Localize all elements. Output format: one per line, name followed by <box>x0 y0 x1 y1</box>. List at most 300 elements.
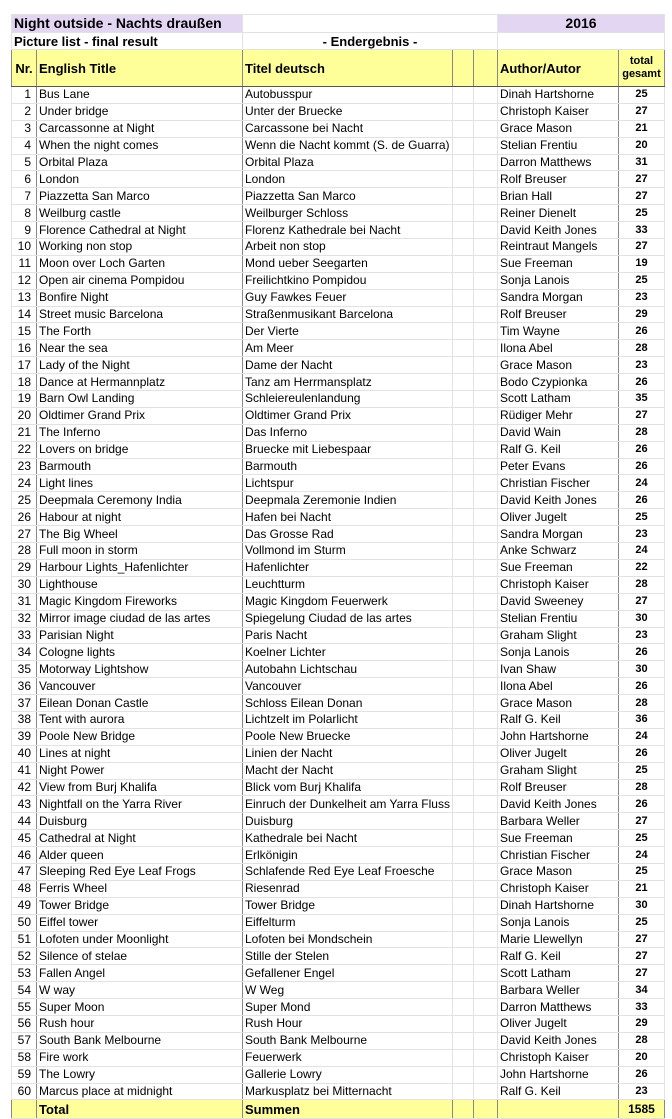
cell-empty[interactable] <box>452 255 473 272</box>
footer-empty[interactable] <box>12 1100 37 1119</box>
cell-german-title[interactable]: Schleiereulenlandung <box>243 391 453 408</box>
cell-total[interactable]: 25 <box>618 830 664 847</box>
cell-total[interactable]: 29 <box>618 306 664 323</box>
cell-english-title[interactable]: Open air cinema Pompidou <box>37 272 243 289</box>
cell-empty[interactable] <box>473 407 497 424</box>
cell-author[interactable]: Sonja Lanois <box>497 272 618 289</box>
cell-english-title[interactable]: The Forth <box>37 323 243 340</box>
cell-author[interactable]: Brian Hall <box>497 188 618 205</box>
header-author[interactable]: Author/Autor <box>497 50 618 87</box>
cell-total[interactable]: 25 <box>618 205 664 222</box>
cell-german-title[interactable]: Paris Nacht <box>243 627 453 644</box>
cell-empty[interactable] <box>473 728 497 745</box>
cell-total[interactable]: 28 <box>618 424 664 441</box>
cell-empty[interactable] <box>473 982 497 999</box>
cell-english-title[interactable]: Full moon in storm <box>37 543 243 560</box>
cell-nr[interactable]: 33 <box>12 627 37 644</box>
cell-german-title[interactable]: Magic Kingdom Feuerwerk <box>243 593 453 610</box>
cell-german-title[interactable]: Duisburg <box>243 813 453 830</box>
cell-english-title[interactable]: Lady of the Night <box>37 357 243 374</box>
cell-empty[interactable] <box>452 407 473 424</box>
cell-total[interactable]: 27 <box>618 931 664 948</box>
cell-empty[interactable] <box>473 847 497 864</box>
cell-total[interactable]: 21 <box>618 880 664 897</box>
cell-english-title[interactable]: Bus Lane <box>37 87 243 104</box>
cell-empty[interactable] <box>452 678 473 695</box>
cell-nr[interactable]: 4 <box>12 137 37 154</box>
cell-empty[interactable] <box>452 475 473 492</box>
cell-total[interactable]: 23 <box>618 1083 664 1100</box>
cell-german-title[interactable]: Der Vierte <box>243 323 453 340</box>
header-empty-1[interactable] <box>452 50 473 87</box>
cell-german-title[interactable]: Vollmond im Sturm <box>243 543 453 560</box>
cell-english-title[interactable]: Tent with aurora <box>37 711 243 728</box>
cell-total[interactable]: 27 <box>618 813 664 830</box>
cell-author[interactable]: Sonja Lanois <box>497 644 618 661</box>
cell-empty[interactable] <box>473 863 497 880</box>
cell-nr[interactable]: 57 <box>12 1032 37 1049</box>
cell-total[interactable]: 25 <box>618 762 664 779</box>
cell-german-title[interactable]: Orbital Plaza <box>243 154 453 171</box>
cell-author[interactable]: Christoph Kaiser <box>497 576 618 593</box>
cell-empty[interactable] <box>452 137 473 154</box>
subtitle[interactable]: Picture list - final result <box>12 33 243 50</box>
cell-empty[interactable] <box>473 475 497 492</box>
cell-empty[interactable] <box>473 813 497 830</box>
cell-empty[interactable] <box>452 222 473 239</box>
cell-german-title[interactable]: W Weg <box>243 982 453 999</box>
cell-nr[interactable]: 52 <box>12 948 37 965</box>
cell-empty[interactable] <box>452 306 473 323</box>
cell-total[interactable]: 20 <box>618 1049 664 1066</box>
cell-author[interactable]: Christoph Kaiser <box>497 1049 618 1066</box>
empty-cell[interactable] <box>497 33 664 50</box>
cell-empty[interactable] <box>473 1083 497 1100</box>
cell-nr[interactable]: 13 <box>12 289 37 306</box>
cell-total[interactable]: 26 <box>618 796 664 813</box>
cell-empty[interactable] <box>473 289 497 306</box>
header-english-title[interactable]: English Title <box>37 50 243 87</box>
cell-german-title[interactable]: Einruch der Dunkelheit am Yarra Fluss <box>243 796 453 813</box>
cell-german-title[interactable]: Dame der Nacht <box>243 357 453 374</box>
cell-nr[interactable]: 34 <box>12 644 37 661</box>
cell-english-title[interactable]: Parisian Night <box>37 627 243 644</box>
cell-empty[interactable] <box>473 458 497 475</box>
cell-german-title[interactable]: Straßenmusikant Barcelona <box>243 306 453 323</box>
cell-german-title[interactable]: Piazzetta San Marco <box>243 188 453 205</box>
cell-english-title[interactable]: Magic Kingdom Fireworks <box>37 593 243 610</box>
empty-cell[interactable] <box>243 15 498 33</box>
cell-empty[interactable] <box>473 205 497 222</box>
cell-empty[interactable] <box>473 171 497 188</box>
cell-german-title[interactable]: Guy Fawkes Feuer <box>243 289 453 306</box>
cell-empty[interactable] <box>473 1049 497 1066</box>
cell-nr[interactable]: 35 <box>12 661 37 678</box>
cell-empty[interactable] <box>473 137 497 154</box>
cell-empty[interactable] <box>473 509 497 526</box>
cell-empty[interactable] <box>452 965 473 982</box>
cell-nr[interactable]: 5 <box>12 154 37 171</box>
cell-empty[interactable] <box>452 357 473 374</box>
cell-empty[interactable] <box>473 830 497 847</box>
cell-english-title[interactable]: Cathedral at Night <box>37 830 243 847</box>
cell-empty[interactable] <box>452 948 473 965</box>
cell-english-title[interactable]: Motorway Lightshow <box>37 661 243 678</box>
cell-nr[interactable]: 43 <box>12 796 37 813</box>
cell-total[interactable]: 19 <box>618 255 664 272</box>
cell-nr[interactable]: 40 <box>12 745 37 762</box>
cell-total[interactable]: 26 <box>618 441 664 458</box>
cell-nr[interactable]: 32 <box>12 610 37 627</box>
cell-total[interactable]: 27 <box>618 407 664 424</box>
cell-empty[interactable] <box>452 323 473 340</box>
cell-empty[interactable] <box>452 492 473 509</box>
cell-empty[interactable] <box>473 526 497 543</box>
cell-german-title[interactable]: Linien der Nacht <box>243 745 453 762</box>
cell-empty[interactable] <box>452 661 473 678</box>
cell-german-title[interactable]: Gefallener Engel <box>243 965 453 982</box>
cell-german-title[interactable]: Hafen bei Nacht <box>243 509 453 526</box>
cell-empty[interactable] <box>473 678 497 695</box>
cell-empty[interactable] <box>452 880 473 897</box>
subtitle-german[interactable]: - Endergebnis - <box>243 33 498 50</box>
cell-nr[interactable]: 55 <box>12 999 37 1016</box>
cell-nr[interactable]: 36 <box>12 678 37 695</box>
cell-english-title[interactable]: Nightfall on the Yarra River <box>37 796 243 813</box>
cell-empty[interactable] <box>452 1015 473 1032</box>
cell-english-title[interactable]: Lovers on bridge <box>37 441 243 458</box>
cell-author[interactable]: Scott Latham <box>497 965 618 982</box>
cell-nr[interactable]: 38 <box>12 711 37 728</box>
cell-english-title[interactable]: Moon over Loch Garten <box>37 255 243 272</box>
cell-empty[interactable] <box>473 559 497 576</box>
cell-total[interactable]: 31 <box>618 154 664 171</box>
cell-empty[interactable] <box>473 610 497 627</box>
cell-author[interactable]: Sue Freeman <box>497 255 618 272</box>
cell-german-title[interactable]: Super Mond <box>243 999 453 1016</box>
cell-empty[interactable] <box>473 188 497 205</box>
cell-german-title[interactable]: Freilichtkino Pompidou <box>243 272 453 289</box>
cell-english-title[interactable]: The Big Wheel <box>37 526 243 543</box>
cell-author[interactable]: John Hartshorne <box>497 728 618 745</box>
cell-german-title[interactable]: Tanz am Herrmansplatz <box>243 374 453 391</box>
cell-empty[interactable] <box>473 323 497 340</box>
cell-empty[interactable] <box>473 661 497 678</box>
cell-nr[interactable]: 41 <box>12 762 37 779</box>
cell-empty[interactable] <box>452 289 473 306</box>
cell-empty[interactable] <box>452 1083 473 1100</box>
cell-empty[interactable] <box>452 627 473 644</box>
cell-english-title[interactable]: Under bridge <box>37 103 243 120</box>
cell-empty[interactable] <box>452 847 473 864</box>
cell-empty[interactable] <box>452 863 473 880</box>
footer-empty[interactable] <box>473 1100 497 1119</box>
cell-english-title[interactable]: When the night comes <box>37 137 243 154</box>
cell-total[interactable]: 26 <box>618 458 664 475</box>
cell-total[interactable]: 20 <box>618 137 664 154</box>
cell-author[interactable]: Christoph Kaiser <box>497 103 618 120</box>
cell-german-title[interactable]: Oldtimer Grand Prix <box>243 407 453 424</box>
cell-empty[interactable] <box>452 1032 473 1049</box>
cell-nr[interactable]: 23 <box>12 458 37 475</box>
cell-english-title[interactable]: Duisburg <box>37 813 243 830</box>
cell-german-title[interactable]: Das Inferno <box>243 424 453 441</box>
cell-german-title[interactable]: Autobusspur <box>243 87 453 104</box>
cell-german-title[interactable]: Lichtzelt im Polarlicht <box>243 711 453 728</box>
cell-empty[interactable] <box>473 762 497 779</box>
cell-nr[interactable]: 59 <box>12 1066 37 1083</box>
cell-author[interactable]: Oliver Jugelt <box>497 745 618 762</box>
cell-empty[interactable] <box>473 424 497 441</box>
cell-empty[interactable] <box>452 509 473 526</box>
cell-english-title[interactable]: Piazzetta San Marco <box>37 188 243 205</box>
cell-german-title[interactable]: Schloss Eilean Donan <box>243 695 453 712</box>
cell-nr[interactable]: 6 <box>12 171 37 188</box>
cell-german-title[interactable]: Unter der Bruecke <box>243 103 453 120</box>
cell-empty[interactable] <box>473 1015 497 1032</box>
cell-author[interactable]: Bodo Czypionka <box>497 374 618 391</box>
cell-empty[interactable] <box>473 576 497 593</box>
cell-author[interactable]: Rolf Breuser <box>497 306 618 323</box>
cell-nr[interactable]: 10 <box>12 239 37 256</box>
cell-empty[interactable] <box>452 728 473 745</box>
cell-total[interactable]: 26 <box>618 1066 664 1083</box>
cell-nr[interactable]: 39 <box>12 728 37 745</box>
cell-nr[interactable]: 16 <box>12 340 37 357</box>
cell-nr[interactable]: 3 <box>12 120 37 137</box>
footer-empty[interactable] <box>497 1100 618 1119</box>
cell-empty[interactable] <box>452 441 473 458</box>
header-total[interactable] <box>618 50 664 87</box>
cell-author[interactable]: Barbara Weller <box>497 813 618 830</box>
cell-empty[interactable] <box>452 272 473 289</box>
cell-empty[interactable] <box>473 87 497 104</box>
cell-empty[interactable] <box>452 914 473 931</box>
cell-empty[interactable] <box>473 543 497 560</box>
cell-english-title[interactable]: Super Moon <box>37 999 243 1016</box>
cell-nr[interactable]: 60 <box>12 1083 37 1100</box>
cell-english-title[interactable]: W way <box>37 982 243 999</box>
cell-empty[interactable] <box>473 120 497 137</box>
cell-author[interactable]: Grace Mason <box>497 695 618 712</box>
cell-author[interactable]: Rolf Breuser <box>497 171 618 188</box>
cell-total[interactable]: 27 <box>618 593 664 610</box>
cell-german-title[interactable]: Riesenrad <box>243 880 453 897</box>
footer-summen-label[interactable]: Summen <box>243 1100 453 1119</box>
cell-total[interactable]: 21 <box>618 120 664 137</box>
cell-nr[interactable]: 11 <box>12 255 37 272</box>
cell-empty[interactable] <box>452 1066 473 1083</box>
cell-english-title[interactable]: Sleeping Red Eye Leaf Frogs <box>37 863 243 880</box>
cell-english-title[interactable]: Silence of stelae <box>37 948 243 965</box>
cell-total[interactable]: 26 <box>618 323 664 340</box>
cell-english-title[interactable]: Rush hour <box>37 1015 243 1032</box>
footer-empty[interactable] <box>452 1100 473 1119</box>
header-german-title[interactable]: Titel deutsch <box>243 50 453 87</box>
cell-empty[interactable] <box>473 779 497 796</box>
cell-english-title[interactable]: Habour at night <box>37 509 243 526</box>
cell-empty[interactable] <box>473 255 497 272</box>
cell-nr[interactable]: 42 <box>12 779 37 796</box>
cell-english-title[interactable]: Lighthouse <box>37 576 243 593</box>
cell-author[interactable]: Ralf G. Keil <box>497 1083 618 1100</box>
cell-english-title[interactable]: Fallen Angel <box>37 965 243 982</box>
cell-total[interactable]: 23 <box>618 526 664 543</box>
cell-author[interactable]: David Keith Jones <box>497 796 618 813</box>
cell-nr[interactable]: 56 <box>12 1015 37 1032</box>
cell-nr[interactable]: 20 <box>12 407 37 424</box>
cell-german-title[interactable]: Lichtspur <box>243 475 453 492</box>
cell-english-title[interactable]: Working non stop <box>37 239 243 256</box>
cell-total[interactable]: 27 <box>618 103 664 120</box>
cell-author[interactable]: Ivan Shaw <box>497 661 618 678</box>
cell-empty[interactable] <box>452 813 473 830</box>
cell-english-title[interactable]: Tower Bridge <box>37 897 243 914</box>
cell-author[interactable]: Sonja Lanois <box>497 914 618 931</box>
cell-author[interactable]: Scott Latham <box>497 391 618 408</box>
cell-english-title[interactable]: Eiffel tower <box>37 914 243 931</box>
cell-empty[interactable] <box>452 171 473 188</box>
cell-nr[interactable]: 25 <box>12 492 37 509</box>
cell-german-title[interactable]: Rush Hour <box>243 1015 453 1032</box>
cell-author[interactable]: David Sweeney <box>497 593 618 610</box>
cell-nr[interactable]: 47 <box>12 863 37 880</box>
cell-nr[interactable]: 9 <box>12 222 37 239</box>
cell-nr[interactable]: 48 <box>12 880 37 897</box>
cell-empty[interactable] <box>473 931 497 948</box>
cell-german-title[interactable]: Blick vom Burj Khalifa <box>243 779 453 796</box>
cell-english-title[interactable]: Bonfire Night <box>37 289 243 306</box>
cell-total[interactable]: 23 <box>618 627 664 644</box>
cell-nr[interactable]: 21 <box>12 424 37 441</box>
cell-empty[interactable] <box>452 796 473 813</box>
cell-author[interactable]: Darron Matthews <box>497 154 618 171</box>
cell-author[interactable]: Barbara Weller <box>497 982 618 999</box>
cell-author[interactable]: Ilona Abel <box>497 340 618 357</box>
cell-empty[interactable] <box>473 357 497 374</box>
cell-german-title[interactable]: Vancouver <box>243 678 453 695</box>
cell-english-title[interactable]: Ferris Wheel <box>37 880 243 897</box>
cell-total[interactable]: 28 <box>618 695 664 712</box>
cell-author[interactable]: Sue Freeman <box>497 559 618 576</box>
cell-empty[interactable] <box>473 914 497 931</box>
cell-german-title[interactable]: Carcassone bei Nacht <box>243 120 453 137</box>
cell-author[interactable]: David Keith Jones <box>497 1032 618 1049</box>
cell-empty[interactable] <box>452 897 473 914</box>
cell-empty[interactable] <box>452 711 473 728</box>
cell-empty[interactable] <box>452 762 473 779</box>
cell-german-title[interactable]: Spiegelung Ciudad de las artes <box>243 610 453 627</box>
cell-empty[interactable] <box>473 1032 497 1049</box>
cell-empty[interactable] <box>473 711 497 728</box>
cell-author[interactable]: Tim Wayne <box>497 323 618 340</box>
cell-german-title[interactable]: Eiffelturm <box>243 914 453 931</box>
cell-nr[interactable]: 8 <box>12 205 37 222</box>
cell-total[interactable]: 28 <box>618 340 664 357</box>
cell-empty[interactable] <box>473 154 497 171</box>
cell-german-title[interactable]: Erlkönigin <box>243 847 453 864</box>
cell-total[interactable]: 28 <box>618 779 664 796</box>
cell-empty[interactable] <box>452 458 473 475</box>
cell-author[interactable]: Rüdiger Mehr <box>497 407 618 424</box>
cell-author[interactable]: Ralf G. Keil <box>497 441 618 458</box>
cell-author[interactable]: Grace Mason <box>497 120 618 137</box>
cell-author[interactable]: Christoph Kaiser <box>497 880 618 897</box>
cell-empty[interactable] <box>452 982 473 999</box>
cell-english-title[interactable]: Barmouth <box>37 458 243 475</box>
cell-english-title[interactable]: South Bank Melbourne <box>37 1032 243 1049</box>
cell-empty[interactable] <box>452 543 473 560</box>
cell-english-title[interactable]: The Inferno <box>37 424 243 441</box>
cell-empty[interactable] <box>473 880 497 897</box>
cell-author[interactable]: Sue Freeman <box>497 830 618 847</box>
cell-total[interactable]: 26 <box>618 374 664 391</box>
cell-german-title[interactable]: Macht der Nacht <box>243 762 453 779</box>
cell-nr[interactable]: 51 <box>12 931 37 948</box>
cell-german-title[interactable]: Hafenlichter <box>243 559 453 576</box>
cell-author[interactable]: Oliver Jugelt <box>497 1015 618 1032</box>
cell-empty[interactable] <box>473 999 497 1016</box>
cell-empty[interactable] <box>473 239 497 256</box>
cell-author[interactable]: Ralf G. Keil <box>497 711 618 728</box>
cell-author[interactable]: John Hartshorne <box>497 1066 618 1083</box>
cell-nr[interactable]: 15 <box>12 323 37 340</box>
cell-author[interactable]: Anke Schwarz <box>497 543 618 560</box>
cell-empty[interactable] <box>473 965 497 982</box>
cell-author[interactable]: Graham Slight <box>497 627 618 644</box>
cell-german-title[interactable]: Florenz Kathedrale bei Nacht <box>243 222 453 239</box>
cell-empty[interactable] <box>473 272 497 289</box>
cell-nr[interactable]: 37 <box>12 695 37 712</box>
cell-english-title[interactable]: Eilean Donan Castle <box>37 695 243 712</box>
cell-total[interactable]: 23 <box>618 357 664 374</box>
cell-author[interactable]: Stelian Frentiu <box>497 137 618 154</box>
cell-english-title[interactable]: Street music Barcelona <box>37 306 243 323</box>
cell-german-title[interactable]: Kathedrale bei Nacht <box>243 830 453 847</box>
cell-english-title[interactable]: London <box>37 171 243 188</box>
cell-german-title[interactable]: South Bank Melbourne <box>243 1032 453 1049</box>
cell-total[interactable]: 35 <box>618 391 664 408</box>
cell-nr[interactable]: 26 <box>12 509 37 526</box>
cell-english-title[interactable]: Lines at night <box>37 745 243 762</box>
cell-english-title[interactable]: Weilburg castle <box>37 205 243 222</box>
cell-nr[interactable]: 28 <box>12 543 37 560</box>
cell-nr[interactable]: 7 <box>12 188 37 205</box>
cell-english-title[interactable]: Deepmala Ceremony India <box>37 492 243 509</box>
cell-total[interactable]: 27 <box>618 188 664 205</box>
cell-english-title[interactable]: Lofoten under Moonlight <box>37 931 243 948</box>
cell-empty[interactable] <box>473 796 497 813</box>
cell-english-title[interactable]: Cologne lights <box>37 644 243 661</box>
cell-english-title[interactable]: Oldtimer Grand Prix <box>37 407 243 424</box>
cell-author[interactable]: David Keith Jones <box>497 222 618 239</box>
cell-total[interactable]: 25 <box>618 914 664 931</box>
cell-german-title[interactable]: Wenn die Nacht kommt (S. de Guarra) <box>243 137 453 154</box>
cell-empty[interactable] <box>473 222 497 239</box>
cell-german-title[interactable]: Bruecke mit Liebespaar <box>243 441 453 458</box>
cell-german-title[interactable]: Gallerie Lowry <box>243 1066 453 1083</box>
cell-german-title[interactable]: Lofoten bei Mondschein <box>243 931 453 948</box>
sheet-title[interactable]: Night outside - Nachts draußen <box>12 15 243 33</box>
cell-english-title[interactable]: Alder queen <box>37 847 243 864</box>
cell-total[interactable]: 30 <box>618 897 664 914</box>
cell-nr[interactable]: 44 <box>12 813 37 830</box>
cell-nr[interactable]: 54 <box>12 982 37 999</box>
cell-german-title[interactable]: Weilburger Schloss <box>243 205 453 222</box>
cell-empty[interactable] <box>452 559 473 576</box>
cell-english-title[interactable]: Vancouver <box>37 678 243 695</box>
cell-empty[interactable] <box>452 87 473 104</box>
